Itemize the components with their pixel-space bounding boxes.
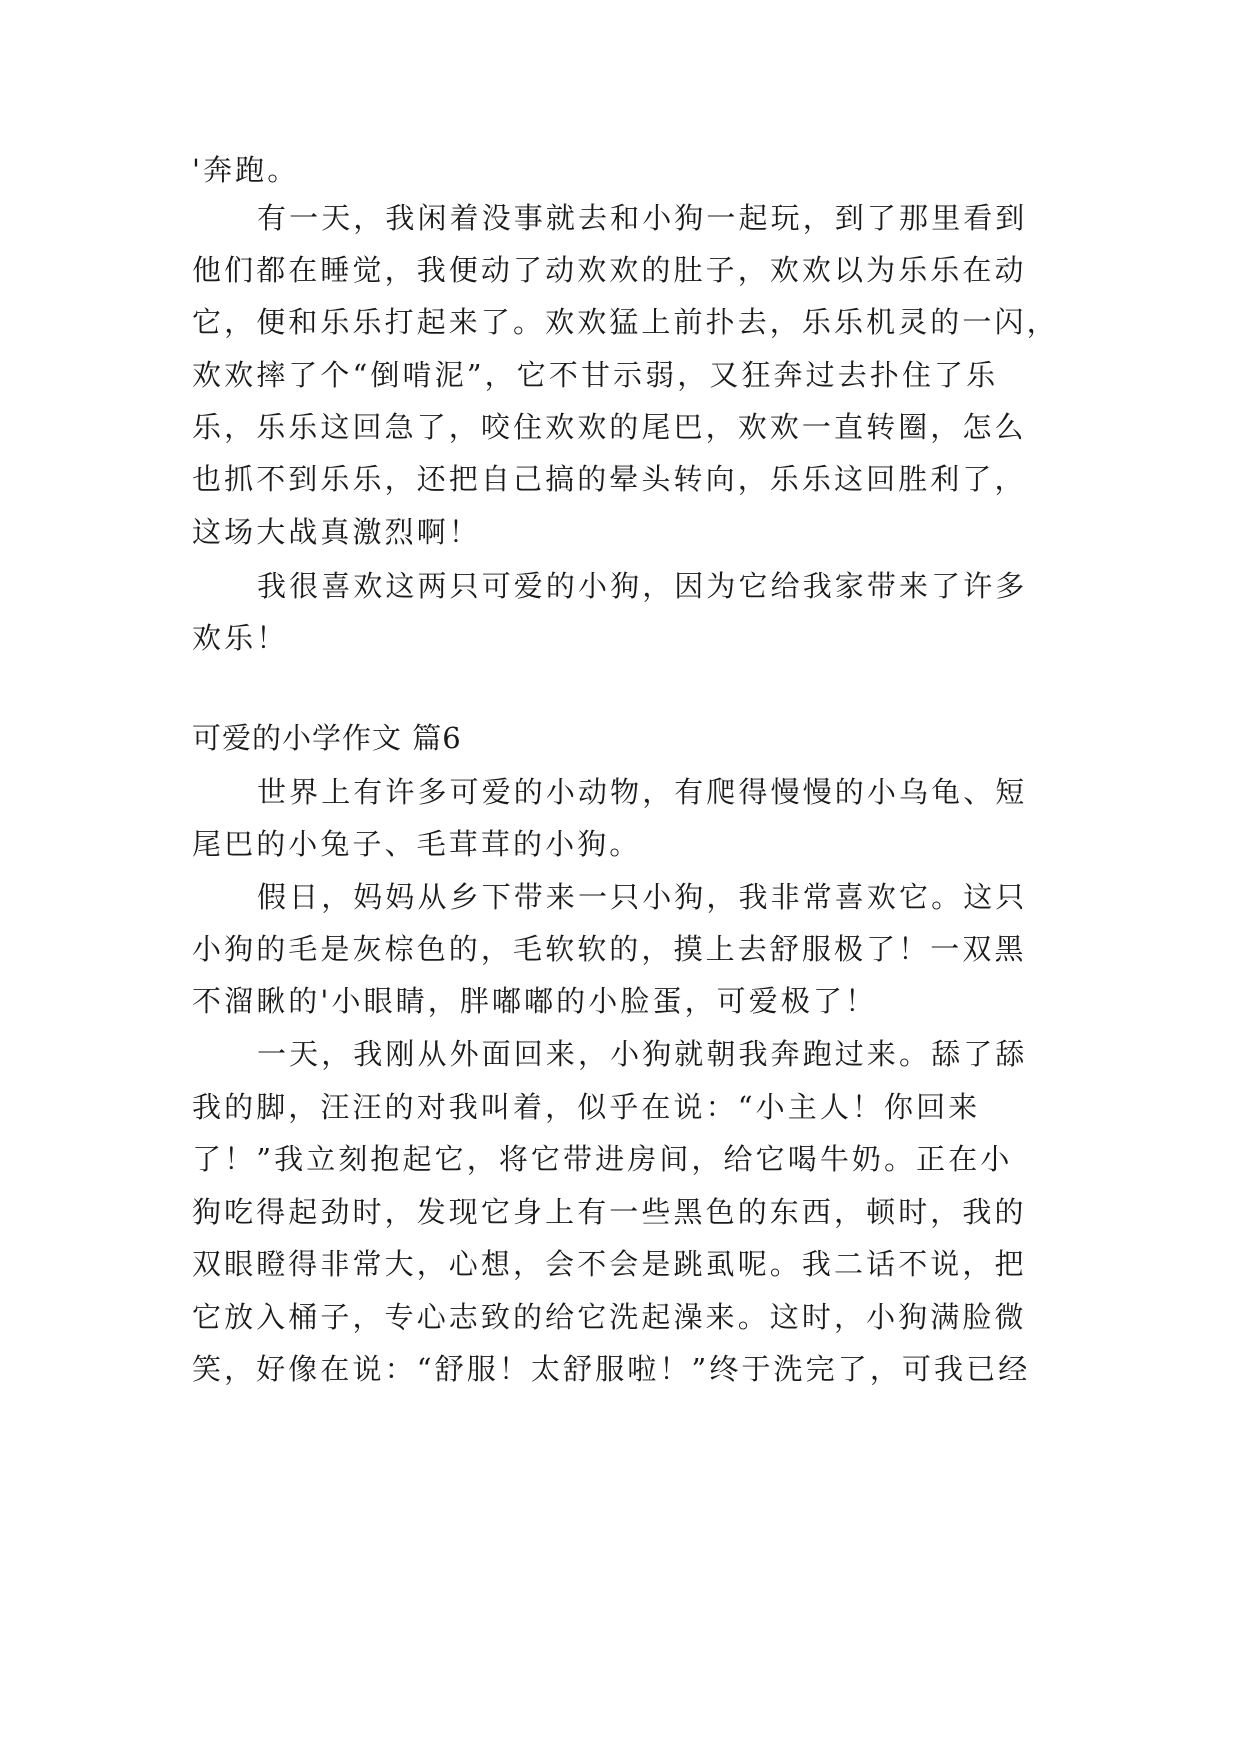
text-line: 狗吃得起劲时，发现它身上有一些黑色的东西，顿时，我的	[192, 1195, 1027, 1229]
text-line: 小狗的毛是灰棕色的，毛软软的，摸上去舒服极了！一双黑	[192, 932, 1027, 966]
section-heading: 可爱的小学作文 篇6	[192, 721, 462, 755]
text-line: 尾巴的小兔子、毛茸茸的小狗。	[192, 827, 642, 861]
text-line: 我很喜欢这两只可爱的小狗，因为它给我家带来了许多	[257, 569, 1028, 603]
text-line: 双眼瞪得非常大，心想，会不会是跳虱呢。我二话不说，把	[192, 1247, 1027, 1281]
text-line: 欢乐！	[192, 621, 289, 655]
text-line: 了！”我立刻抱起它，将它带进房间，给它喝牛奶。正在小	[192, 1142, 1013, 1176]
text-line: 不溜瞅的'小眼睛，胖嘟嘟的小脸蛋，可爱极了！	[192, 984, 878, 1018]
text-line: 也抓不到乐乐，还把自己搞的晕头转向，乐乐这回胜利了，	[192, 462, 1027, 496]
text-line: 欢欢摔了个“倒啃泥”，它不甘示弱，又狂奔过去扑住了乐	[192, 358, 999, 392]
text-line: 这场大战真激烈啊！	[192, 515, 481, 549]
text-line: 假日，妈妈从乡下带来一只小狗，我非常喜欢它。这只	[257, 880, 1028, 914]
text-line: 笑，好像在说：“舒服！太舒服啦！”终于洗完了，可我已经	[192, 1352, 1031, 1386]
text-line: 它，便和乐乐打起来了。欢欢猛上前扑去，乐乐机灵的一闪，	[192, 305, 1059, 339]
text-line: 有一天，我闲着没事就去和小狗一起玩，到了那里看到	[257, 201, 1028, 235]
text-line: 它放入桶子，专心志致的给它洗起澡来。这时，小狗满脸微	[192, 1300, 1027, 1334]
text-line: 我的脚，汪汪的对我叫着，似乎在说：“小主人！你回来	[192, 1090, 981, 1124]
text-line: 一天，我刚从外面回来，小狗就朝我奔跑过来。舔了舔	[257, 1037, 1028, 1071]
text-line: 世界上有许多可爱的小动物，有爬得慢慢的小乌龟、短	[257, 775, 1028, 809]
text-line: 乐，乐乐这回急了，咬住欢欢的尾巴，欢欢一直转圈，怎么	[192, 410, 1027, 444]
text-line: 他们都在睡觉，我便动了动欢欢的肚子，欢欢以为乐乐在动	[192, 253, 1027, 287]
text-line: '奔跑。	[192, 153, 300, 187]
